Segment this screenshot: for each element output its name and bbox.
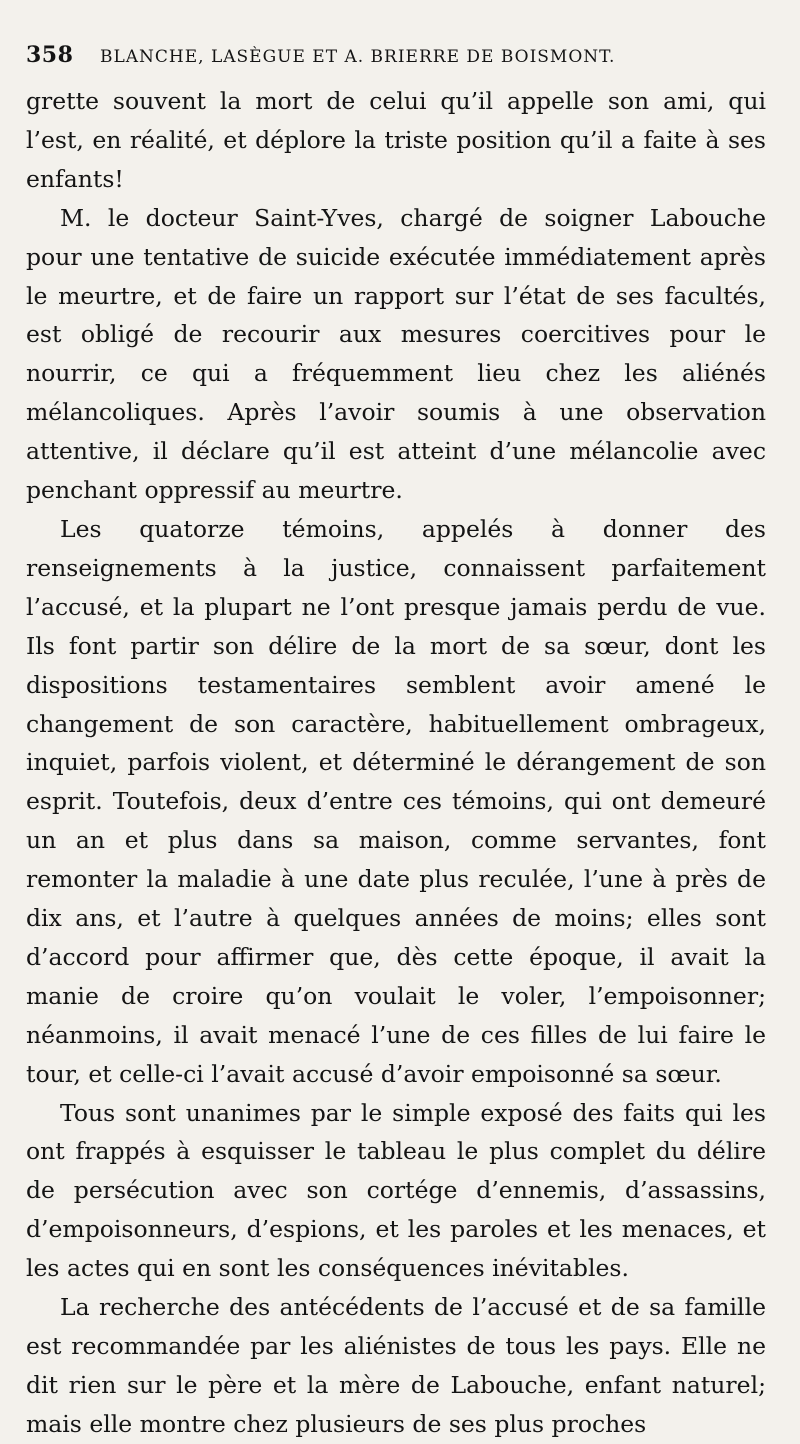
paragraph: Les quatorze témoins, appelés à donner des renseignements à la justice, connaissent parfaitement l’accusé, et la plupart ne l’ont presque jamais perdu de vue. Ils font partir son délire de la mort de sa sœur, dont les dispositions testamentaires semblent avoir amené le changement de son caractère, habituellement ombrageux, inquiet, parfois violent, et déterminé le dérangement de son esprit. Toutefois, deux d’entre ces témoins, qui ont demeuré un an et plus dans sa maison, comme servantes, font remonter la maladie à une date plus reculée, l’une à près de dix ans, et l’autre à quelques années de moins; elles sont d’accord pour affirmer que, dès cette époque, il avait la manie de croire qu’on voulait le voler, l’empoisonner; néanmoins, il avait menacé l’une de ces filles de lui faire le tour, et celle-ci l’avait accusé d’avoir empoisonné sa sœur. <box>26 514 766 1088</box>
running-head <box>26 42 766 76</box>
page-number: 358 <box>26 42 74 68</box>
body-text <box>26 82 766 1444</box>
paragraph: M. le docteur Saint-Yves, chargé de soigner Labouche pour une tentative de suicide exécutée immédiatement après le meurtre, et de faire un rapport sur l’état de ses facultés, est obligé de recourir aux mesures coercitives pour le nourrir, ce qui a fréquemment lieu chez les aliénés mélancoliques. Après l’avoir soumis à une observation attentive, il déclare qu’il est atteint d’une mélancolie avec penchant oppressif au meurtre. <box>26 203 766 505</box>
running-title: BLANCHE, LASÈGUE ET A. BRIERRE DE BOISMONT. <box>99 47 616 67</box>
paragraph-continued: grette souvent la mort de celui qu’il appelle son ami, qui l’est, en réalité, et déplore la triste position qu’il a faite à ses enfants! <box>26 87 766 193</box>
paragraph: La recherche des antécédents de l’accusé et de sa famille est recommandée par les aliénistes de tous les pays. Elle ne dit rien sur le père et la mère de Labouche, enfant naturel; mais elle montre chez plusieurs de ses plus proches <box>26 1293 766 1438</box>
paragraph: Tous sont unanimes par le simple exposé des faits qui les ont frappés à esquisser le tableau le plus complet du délire de persécution avec son cortége d’ennemis, d’assassins, d’empoisonneurs, d’espions, et les paroles et les menaces, et les actes qui en sont les conséquences inévitables. <box>26 1098 766 1283</box>
